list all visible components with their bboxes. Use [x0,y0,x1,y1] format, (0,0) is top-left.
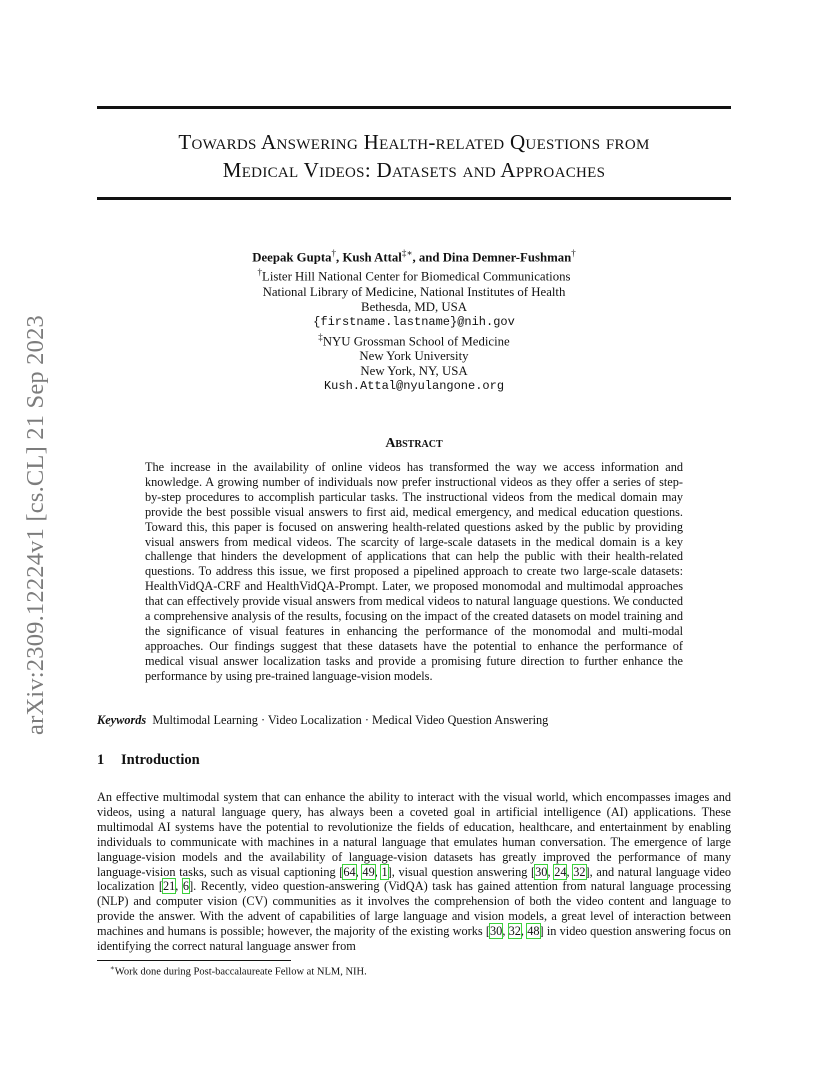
author-1-mark: † [331,248,337,258]
section-title: Introduction [121,752,200,768]
affiliation-1: †Lister Hill National Center for Biomedical Communications [257,267,571,284]
paper-title [97,128,731,184]
keywords-label: Keywords [97,713,147,727]
citation-link[interactable]: 30 [535,864,548,879]
author-names: Deepak Gupta†, Kush Attal‡∗, and Dina Demner-Fushman† [252,248,576,265]
section-number: 1 [97,752,105,768]
affiliation-2: ‡NYU Grossman School of Medicine [318,331,510,348]
citation-link[interactable]: 32 [573,864,586,879]
citation-link[interactable]: 49 [362,864,375,879]
affiliation-1-email: {firstname.lastname}@nih.gov [313,314,515,329]
affiliation-1-org: National Library of Medicine, National Institutes of Health [262,284,566,299]
affiliation-1-location: Bethesda, MD, USA [361,299,467,314]
citation-link[interactable]: 6 [182,879,190,894]
title-line-2: Medical Videos: Datasets and Approaches [222,158,606,182]
author-2: Kush Attal [342,250,402,265]
citation-link[interactable]: 24 [554,864,567,879]
affiliation-2-org: New York University [359,348,469,363]
citation-link[interactable]: 30 [490,924,503,939]
title-line-1: Towards Answering Health-related Questions from [178,130,650,154]
abstract-text: The increase in the availability of online videos has transformed the way we access information and knowledge. A growing number of individuals now prefer instructional videos as they offer a series of step-by-step procedures to accomplish particular tasks. The instructional videos from the medical domain may provide the best possible visual answers to first aid, medical emergency, and medical education questions. Toward this, this paper is focused on answering health-related questions asked by the public by providing visual answers from medical videos. The scarcity of large-scale datasets in the medical domain is a key challenge that hinders the development of applications that can help the public with their health-related questions. To address this issue, we first proposed a pipelined approach to create two large-scale datasets: HealthVidQA-CRF and HealthVidQA-Prompt. Later, we proposed monomodal and multimodal approaches that can effectively provide visual answers from medical videos to natural language questions. We conducted a comprehensive analysis of the results, focusing on the impact of the created datasets on model training and the significance of visual features in enhancing the performance of the monomodal and multi-modal approaches. Our findings suggest that these datasets have the potential to enhance the performance of medical visual answer localization tasks and provide a promising future direction to further enhance the performance by using pre-trained language-vision models. [145,460,683,683]
keywords-text: Multimodal Learning · Video Localization · Medical Video Question Answering [152,713,549,727]
citation-link[interactable]: 32 [508,924,521,939]
title-rule-top [97,106,731,109]
footnote-rule [97,960,291,961]
author-2-mark: ‡∗ [401,248,413,258]
citation-link[interactable]: 64 [343,864,356,879]
section-heading [97,752,200,769]
footnote [110,964,367,978]
arxiv-identifier [18,290,54,760]
arxiv-identifier-text: arXiv:2309.12224v1 [cs.CL] 21 Sep 2023 [22,315,49,735]
footnote-text: Work done during Post-baccalaureate Fellow at NLM, NIH. [114,966,367,978]
author-3-mark: † [571,248,576,258]
footnote-mark: ∗ [110,964,115,972]
citation-link[interactable]: 1 [381,864,388,879]
abstract-heading: Abstract [385,436,443,451]
author-3: Dina Demner-Fushman [442,250,572,265]
introduction-paragraph: An effective multimodal system that can enhance the ability to interact with the visual world, which encompasses images and videos, using a natural language query, has always been a coveted goal in artificial intelligence (AI) applications. These multimodal AI systems have the potential to revolutionize the fields of education, healthcare, and entertainment by enabling individuals to communicate with machines in a natural language that emulates human conversation. The emergence of large language-vision models and the availability of language-vision datasets has greatly improved the performance of many language-vision tasks, such as visual captioning [64, 49, 1], visual question answering [30, 24, 32], and natural language video localization [21, 6]. Recently, video question-answering (VidQA) task has gained attention from natural language processing (NLP) and computer vision (CV) communities as it involves the comprehension of both the video content and language to provide the answer. With the advent of capabilities of large language and vision models, a great level of interaction between machines and humans is possible; however, the majority of the existing works [30, 32, 48] in video question answering focus on identifying the correct natural language answer from [97,790,731,954]
author-1: Deepak Gupta [252,250,332,265]
keywords [97,713,731,728]
affiliation-2-email: Kush.Attal@nyulangone.org [323,378,505,393]
citation-link[interactable]: 48 [527,924,540,939]
affiliation-2-location: New York, NY, USA [360,363,468,378]
author-block [97,246,731,394]
title-rule-bottom [97,197,731,200]
citation-link[interactable]: 21 [163,879,176,894]
